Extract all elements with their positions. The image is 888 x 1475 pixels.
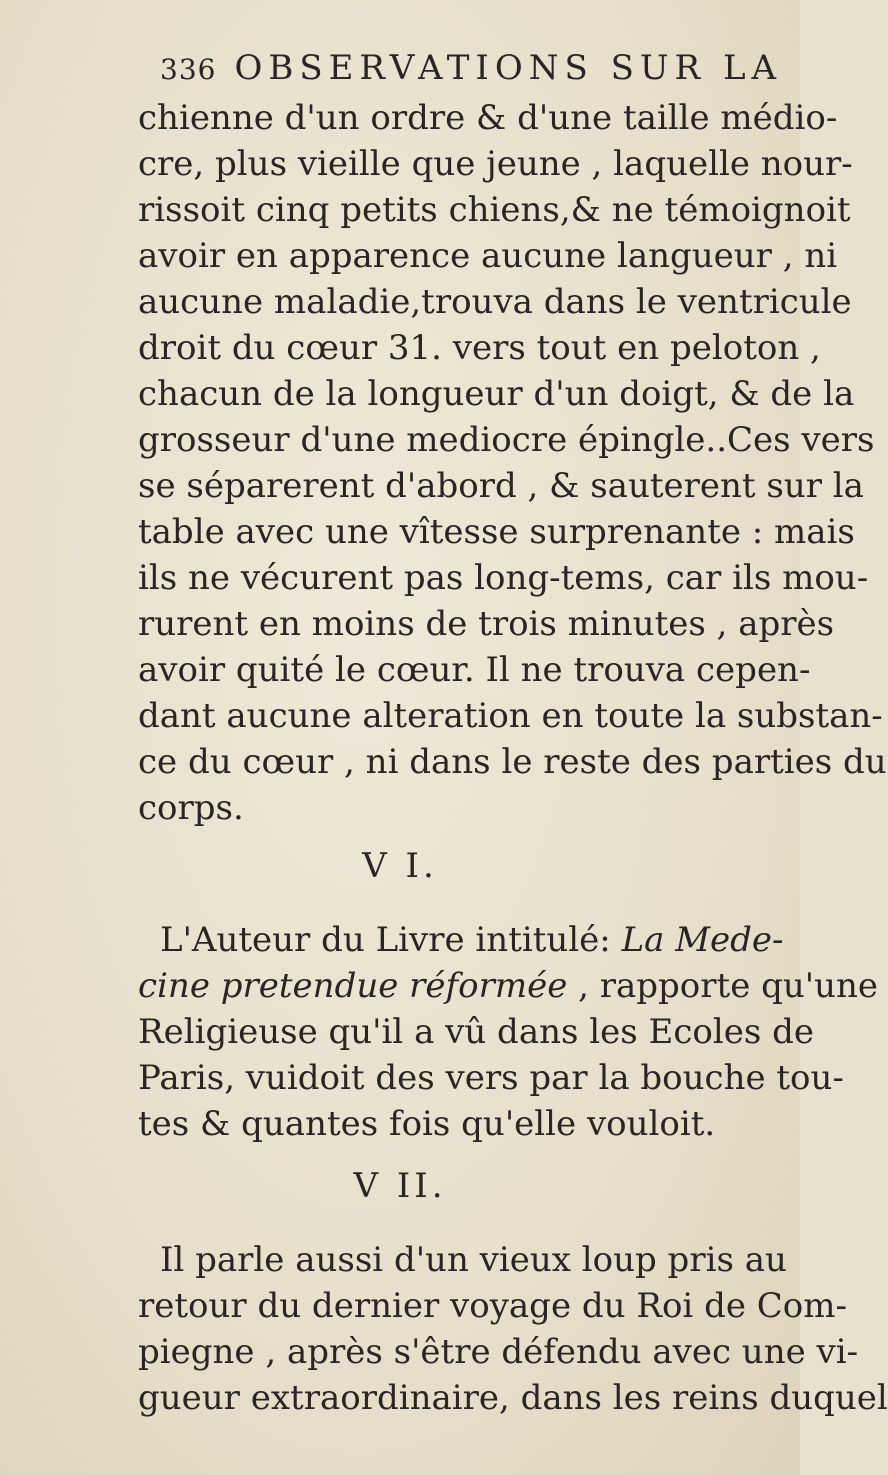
text-line: avoir quité le cœur. Il ne trouva cepen- bbox=[138, 650, 811, 690]
text-line: se séparerent d'abord , & sauterent sur la bbox=[138, 466, 864, 506]
text-line: corps. bbox=[138, 788, 244, 828]
text-line: chacun de la longueur d'un doigt, & de la bbox=[138, 374, 855, 414]
section-heading-vi: V I. bbox=[362, 846, 438, 886]
text-line: ce du cœur , ni dans le reste des parties du bbox=[138, 742, 887, 782]
text-line: dant aucune alteration en toute la substan- bbox=[138, 696, 883, 736]
text-line: gueur extraordinaire, dans les reins duquel bbox=[138, 1378, 888, 1418]
text-line: piegne , après s'être défendu avec une vi- bbox=[138, 1332, 859, 1372]
text-line: Il parle aussi d'un vieux loup pris au bbox=[160, 1240, 787, 1280]
text-line: droit du cœur 31. vers tout en peloton , bbox=[138, 328, 821, 368]
text-line: grosseur d'une mediocre épingle..Ces vers bbox=[138, 420, 875, 460]
text-line: ils ne vécurent pas long-tems, car ils mou- bbox=[138, 558, 869, 598]
page-number: 336 bbox=[160, 53, 217, 86]
text-line: cre, plus vieille que jeune , laquelle nour- bbox=[138, 144, 853, 184]
running-title: OBSERVATIONS SUR LA bbox=[234, 48, 783, 88]
book-title-italic: La Mede- bbox=[621, 920, 784, 960]
text-line bbox=[138, 966, 879, 1006]
text-line: aucune maladie,trouva dans le ventricule bbox=[138, 282, 852, 322]
text-line: Paris, vuidoit des vers par la bouche tou- bbox=[138, 1058, 844, 1098]
text-line: avoir en apparence aucune langueur , ni bbox=[138, 236, 838, 276]
text-line bbox=[160, 920, 784, 960]
running-header bbox=[160, 48, 783, 88]
text-line: tes & quantes fois qu'elle vouloit. bbox=[138, 1104, 716, 1144]
section-heading-vii: V II. bbox=[353, 1166, 447, 1206]
text-span: L'Auteur du Livre intitulé: bbox=[160, 920, 622, 960]
text-span: , rapporte qu'une bbox=[567, 966, 879, 1006]
text-line: Religieuse qu'il a vû dans les Ecoles de bbox=[138, 1012, 814, 1052]
text-line: rurent en moins de trois minutes , après bbox=[138, 604, 835, 644]
text-line: retour du dernier voyage du Roi de Com- bbox=[138, 1286, 848, 1326]
book-title-italic: cine pretendue réformée bbox=[138, 966, 568, 1006]
text-line: table avec une vîtesse surprenante : mais bbox=[138, 512, 855, 552]
text-line: chienne d'un ordre & d'une taille médio- bbox=[138, 98, 838, 138]
text-line: rissoit cinq petits chiens,& ne témoignoit bbox=[138, 190, 851, 230]
